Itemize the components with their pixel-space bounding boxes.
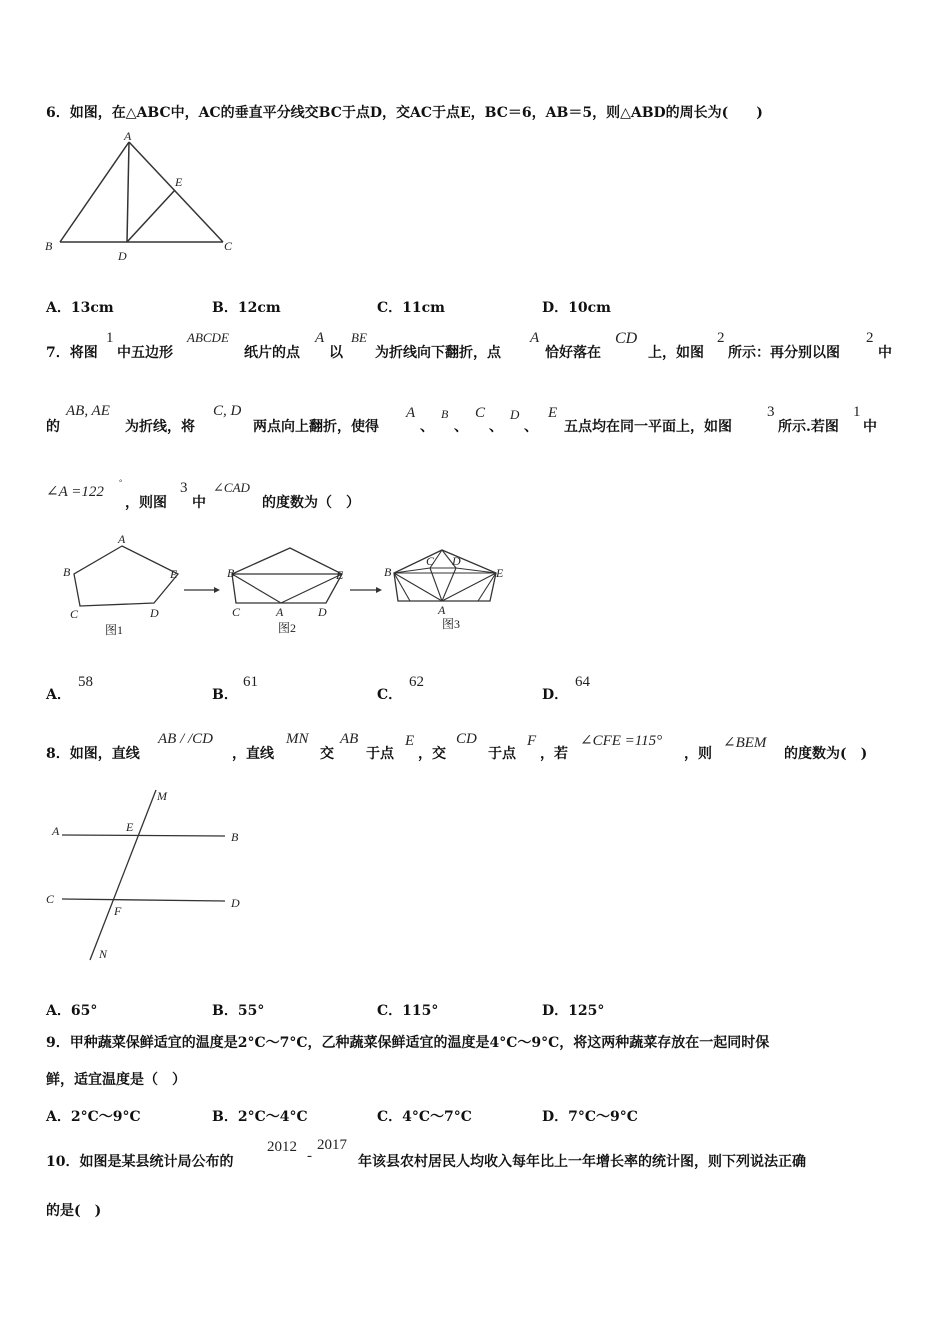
- q7-option-a-letter[interactable]: A．: [46, 687, 71, 703]
- q7-l1-m8: 2: [866, 330, 874, 346]
- q7-fig2-label-b: B: [227, 566, 235, 580]
- q6-edge-ac: [129, 142, 223, 242]
- q7-fig2-label-a: A: [276, 605, 284, 619]
- q7-fig2-label-c: C: [232, 605, 241, 619]
- q6-option-c[interactable]: C．11cm: [377, 300, 445, 316]
- q7-l2-m2: C, D: [213, 403, 242, 419]
- q7-l2-m8: 3: [767, 404, 775, 420]
- q7-l2-m5: C: [475, 405, 486, 421]
- q7-option-a-value[interactable]: 58: [78, 674, 93, 690]
- q7-fig3-label-c: C: [426, 554, 435, 568]
- q7-option-b-value[interactable]: 61: [243, 674, 258, 690]
- q8-p4: 于点: [366, 746, 394, 762]
- q6-edge-ad: [127, 142, 129, 242]
- q7-l2-m7: E: [548, 405, 558, 421]
- q10-m2: -: [307, 1148, 312, 1164]
- q8-label-e: E: [126, 820, 134, 834]
- q7-l2-s1: 、: [420, 419, 434, 435]
- q6-option-b[interactable]: B．12cm: [212, 300, 281, 316]
- q7-l3-m2: 3: [180, 480, 188, 496]
- q7-option-d-letter[interactable]: D．: [542, 687, 569, 703]
- q7-l2-m9: 1: [853, 404, 861, 420]
- q8-p2: ，直线: [232, 746, 274, 762]
- q6-edge-de: [127, 190, 175, 242]
- q7-fig1-label-d: D: [150, 606, 159, 620]
- q7-l1-m2: ABCDE: [187, 330, 229, 345]
- q7-l1-p1: 7．将图: [46, 345, 98, 361]
- q10-m1: 2012: [267, 1139, 297, 1155]
- q7-l1-m4: BE: [351, 330, 367, 345]
- q8-m5: CD: [456, 731, 477, 747]
- q7-l2-p3: 两点向上翻折，使得: [253, 419, 379, 435]
- q8-m8: ∠BEM: [723, 735, 767, 751]
- q8-option-a[interactable]: A．65°: [46, 1003, 98, 1019]
- q10-p2: 年该县农村居民人均收入每年比上一年增长率的统计图，则下列说法正确: [358, 1154, 806, 1170]
- q7-l3-p3: 的度数为（ ）: [262, 495, 360, 511]
- q8-p9: 的度数为( ): [784, 746, 868, 762]
- q8-p6: 于点: [488, 746, 516, 762]
- q7-l1-m7: 2: [717, 330, 725, 346]
- q8-m1: AB / /CD: [158, 731, 213, 747]
- q7-figures: [50, 530, 520, 640]
- q7-l3-deg1: °: [119, 478, 123, 487]
- q7-l2-p6: 中: [863, 419, 877, 435]
- q8-line-cd: [62, 899, 225, 901]
- q7-l2-p2: 为折线，将: [125, 419, 195, 435]
- q7-l1-m1: 1: [106, 330, 114, 346]
- q7-fig2-label-d: D: [318, 605, 327, 619]
- q7-l1-p6: 恰好落在: [545, 345, 601, 361]
- q6-triangle-figure: [40, 130, 250, 270]
- q8-label-f: F: [114, 904, 122, 918]
- q8-label-a: A: [52, 824, 60, 838]
- q8-m6: F: [527, 733, 537, 749]
- q6-label-a: A: [124, 129, 132, 143]
- q6-label-b: B: [45, 239, 53, 253]
- q7-l1-m3: A: [315, 330, 325, 346]
- q8-p3: 交: [320, 746, 334, 762]
- q7-arrow-1-head: [214, 587, 220, 593]
- q9-line1: 9．甲种蔬菜保鲜适宜的温度是2°C～7°C，乙种蔬菜保鲜适宜的温度是4°C～9°C，将这两种蔬菜存放在一起同时保: [46, 1035, 770, 1051]
- q7-l1-p3: 纸片的点: [244, 345, 300, 361]
- q8-option-c[interactable]: C．115°: [377, 1003, 439, 1019]
- q8-option-d[interactable]: D．125°: [542, 1003, 605, 1019]
- q7-l1-m6: CD: [615, 330, 638, 347]
- q7-fig3-label-a: A: [438, 603, 446, 617]
- q9-line2: 鲜，适宜温度是（ ）: [46, 1072, 186, 1088]
- q7-fig3-ea: [442, 573, 496, 601]
- q7-option-c-value[interactable]: 62: [409, 674, 424, 690]
- q6-stem: 6．如图，在△ABC中，AC的垂直平分线交BC于点D，交AC于点E，BC＝6，AB＝5，则△ABD的周长为( ): [46, 105, 763, 121]
- q9-option-c[interactable]: C．4°C～7°C: [377, 1109, 472, 1125]
- q7-l2-s4: 、: [524, 419, 538, 435]
- q8-label-n: N: [99, 947, 108, 961]
- q9-option-b[interactable]: B．2°C～4°C: [212, 1109, 308, 1125]
- q7-l1-p4: 以: [329, 345, 343, 361]
- q6-label-c: C: [224, 239, 233, 253]
- q7-fig3-label-e: E: [496, 566, 504, 580]
- q7-fig1-pentagon: [74, 546, 178, 606]
- q7-l1-p9: 中: [878, 345, 892, 361]
- q7-fig3-label-d: D: [452, 554, 461, 568]
- q8-option-b[interactable]: B．55°: [212, 1003, 265, 1019]
- q8-m7: ∠CFE =115°: [580, 733, 663, 749]
- q7-fig3-label-b: B: [384, 565, 392, 579]
- q7-arrow-2-head: [376, 587, 382, 593]
- q8-p7: ，若: [540, 746, 568, 762]
- q7-l3-p2: 中: [192, 495, 206, 511]
- q6-option-d[interactable]: D．10cm: [542, 300, 611, 316]
- q7-l2-m3: A: [406, 405, 416, 421]
- q8-m4: E: [405, 733, 415, 749]
- q7-l2-s2: 、: [454, 419, 468, 435]
- q7-l1-p2: 中五边形: [117, 345, 173, 361]
- q7-l2-m1: AB, AE: [66, 403, 110, 419]
- q7-l3-p1: ，则图: [125, 495, 167, 511]
- q10-m3: 2017: [317, 1137, 347, 1153]
- q10-p1: 10．如图是某县统计局公布的: [46, 1154, 234, 1170]
- q7-fig3-caption: 图3: [442, 617, 461, 631]
- q8-p1: 8．如图，直线: [46, 746, 140, 762]
- q7-l1-p7: 上，如图: [648, 345, 704, 361]
- q8-line-ab: [62, 835, 225, 836]
- q8-m2: MN: [286, 731, 309, 747]
- q7-fig2-caption: 图2: [278, 621, 297, 635]
- q7-fig2-outline: [232, 548, 342, 603]
- q8-p8: ，则: [684, 746, 712, 762]
- q8-label-m: M: [157, 789, 167, 803]
- q7-l2-m6: D: [510, 407, 520, 422]
- q7-fig1-label-e: E: [170, 567, 178, 581]
- q6-option-a[interactable]: A．13cm: [46, 300, 114, 316]
- q8-line-mn: [90, 790, 156, 960]
- q7-fig1-caption: 图1: [105, 623, 124, 637]
- q7-option-b-letter[interactable]: B．: [212, 687, 238, 703]
- q7-fig1-label-b: B: [63, 565, 71, 579]
- q7-l1-p5: 为折线向下翻折，点: [375, 345, 501, 361]
- q6-label-e: E: [175, 175, 183, 189]
- q7-l2-p1: 的: [46, 419, 60, 435]
- q7-fig2-ea: [281, 574, 342, 603]
- q7-fig1-label-c: C: [70, 607, 79, 621]
- q7-fig1-label-a: A: [118, 532, 126, 546]
- q8-parallel-lines-figure: [40, 782, 260, 967]
- q7-option-d-value[interactable]: 64: [575, 674, 590, 690]
- q9-option-a[interactable]: A．2°C～9°C: [46, 1109, 141, 1125]
- q9-option-d[interactable]: D．7°C～9°C: [542, 1109, 638, 1125]
- q7-l1-m5: A: [530, 330, 540, 346]
- q7-fig2-ba: [232, 574, 281, 603]
- q8-label-b: B: [231, 830, 239, 844]
- q7-fig3-ba: [394, 573, 442, 601]
- q6-label-d: D: [118, 249, 127, 263]
- q8-p5: ，交: [418, 746, 446, 762]
- q8-m3: AB: [340, 731, 359, 747]
- q7-l3-m3: ∠CAD: [213, 480, 250, 495]
- q7-l2-m4: B: [441, 407, 449, 421]
- q7-l2-s3: 、: [489, 419, 503, 435]
- q7-fig2-label-e: E: [336, 568, 344, 582]
- q7-option-c-letter[interactable]: C．: [377, 687, 403, 703]
- q7-l3-m1: ∠A =122: [46, 484, 104, 500]
- q10-line2: 的是( ): [46, 1203, 102, 1219]
- q8-label-d: D: [231, 896, 240, 910]
- q8-label-c: C: [46, 892, 55, 906]
- q7-l2-p5: 所示.若图: [778, 419, 839, 435]
- q7-l2-p4: 五点均在同一平面上，如图: [564, 419, 732, 435]
- q6-edge-ab: [60, 142, 129, 242]
- q7-l1-p8: 所示：再分别以图: [728, 345, 840, 361]
